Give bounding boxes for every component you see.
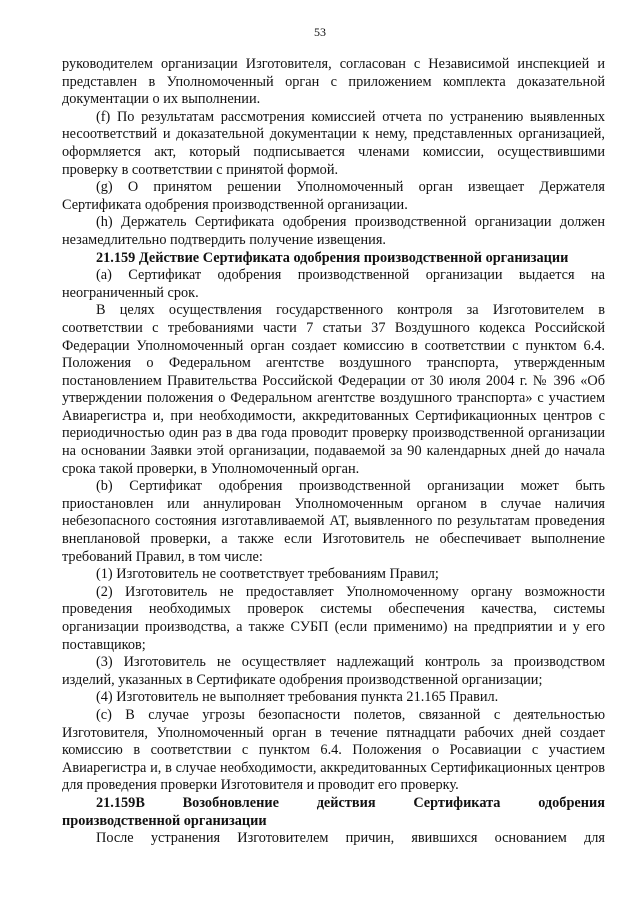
paragraph: (g) О принятом решении Уполномоченный орган извещает Держателя Сертификата одобрения производственной организации.	[62, 179, 605, 213]
list-item: (1) Изготовитель не соответствует требованиям Правил;	[96, 566, 439, 583]
heading-word: действия	[316, 794, 376, 811]
heading-word: Возобновление	[182, 794, 279, 811]
paragraph: (a) Сертификат одобрения производственной организации выдается на неограниченный срок.	[62, 267, 605, 301]
list-item: (2) Изготовитель не предоставляет Уполномоченному органу возможности проведения необходимых проверок системы обеспечения качества, системы организации производства, а также СУБП (если применимо) на предприятии и у его поставщиков;	[62, 583, 605, 653]
paragraph: (b) Сертификат одобрения производственной организации может быть приостановлен или аннулирован Уполномоченным органом в случае наличия небезопасного состояния изготавливаемой АТ, выявленного по результатам проведения внеплановой проверки, а также если Изготовитель не обеспечивает выполнение требований Правил, в том числе:	[62, 478, 605, 565]
document-body	[62, 56, 605, 848]
paragraph: (f) По результатам рассмотрения комиссией отчета по устранению выявленных несоответствий и доказательной документации к нему, представленных организацией, оформляется акт, который подписывается членами комиссии, осуществившими проверку в соответствии с принятой формой.	[62, 108, 605, 178]
paragraph: (h) Держатель Сертификата одобрения производственной организации должен незамедлительно подтвердить получение извещения.	[62, 214, 605, 248]
paragraph: После устранения Изготовителем причин, явившихся основанием для	[96, 830, 605, 847]
paragraph: (c) В случае угрозы безопасности полетов, связанной с деятельностью Изготовителя, Уполномоченный орган в течение пятнадцати рабочих дней создает комиссию в соответствии с пунктом 6.4. Положения о Росавиации с участием Авиарегистра и, в случае необходимости, аккредитованных Сертификационных центров для проведения проверки Изготовителя и проводит его проверку.	[62, 706, 605, 794]
page-number: 53	[314, 25, 326, 39]
section-heading-continuation: производственной организации	[62, 812, 267, 829]
section-heading-line	[96, 795, 605, 813]
paragraph: руководителем организации Изготовителя, согласован с Независимой инспекцией и представлен в Уполномоченный орган с приложением комплекта доказательной документации о их выполнении.	[62, 56, 605, 108]
heading-word: Сертификата	[413, 794, 501, 811]
list-item: (4) Изготовитель не выполняет требования пункта 21.165 Правил.	[96, 689, 499, 706]
list-item: (3) Изготовитель не осуществляет надлежащий контроль за производством изделий, указанных в Сертификате одобрения производственной организации;	[62, 654, 605, 688]
heading-word: одобрения	[538, 794, 605, 811]
heading-word: 21.159B	[96, 794, 145, 811]
section-heading: 21.159 Действие Сертификата одобрения производственной организации	[96, 249, 569, 266]
paragraph: В целях осуществления государственного контроля за Изготовителем в соответствии с требованиями части 7 статьи 37 Воздушного кодекса Российской Федерации Уполномоченный орган создает комиссию в соответствии с пунктом 6.4. Положения о Федеральном агентстве воздушного транспорта, утвержденным постановлением Правительства Российской Федерации от 30 июля 2004 г. № 396 «Об утверждении положения о Федеральном агентстве воздушного транспорта» с участием Авиарегистра и, при необходимости, аккредитованных Сертификационных центров с периодичностью один раз в два года проводит проверку производственной организации на основании Заявки этой организации, подаваемой за 90 календарных дней до начала срока такой проверки, в Уполномоченный орган.	[62, 302, 605, 477]
